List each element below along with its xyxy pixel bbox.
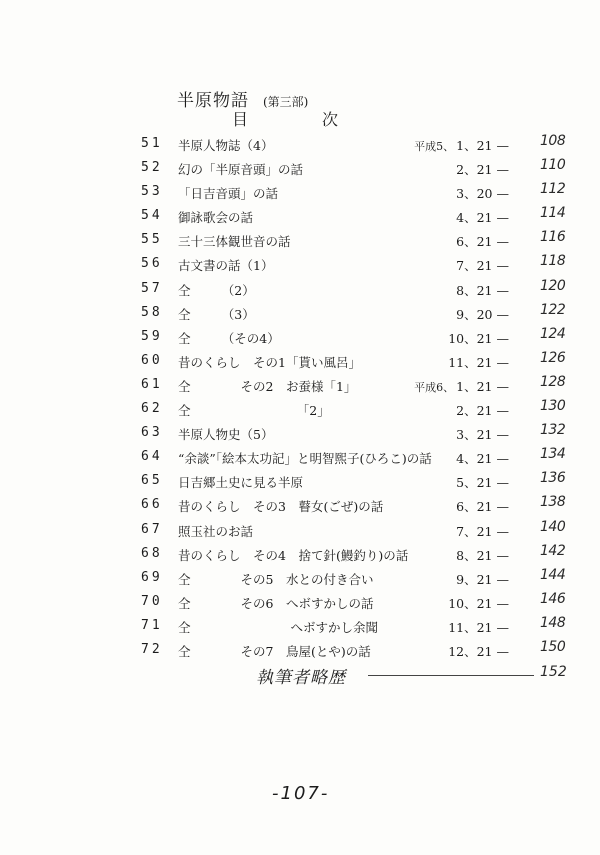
entry-title: 三十三体観世音の話 (178, 234, 291, 250)
entry-title: 仝 （2） (178, 282, 255, 298)
entry-title: 仝 「2」 (178, 403, 330, 419)
entry-era: 平成6、 (414, 380, 455, 394)
entry-date (454, 256, 509, 274)
entry-number: 71 (141, 617, 163, 633)
entry-number: 58 (141, 304, 163, 320)
toc-entry (0, 203, 600, 227)
entry-title: 仝 その7 鳥屋(とや)の話 (178, 643, 371, 659)
entry-date-text: 5、21 — (456, 475, 509, 491)
entry-number: 70 (141, 593, 163, 609)
toc-label-a: 目 (232, 110, 249, 129)
entry-title: 仝 その5 水との付き合い (178, 571, 374, 587)
toc-entry (0, 492, 600, 516)
entry-number: 61 (141, 376, 163, 392)
toc-entry (0, 637, 600, 661)
toc-label (232, 107, 338, 130)
book-title-text: 半原物語 (177, 91, 249, 111)
entry-date (454, 208, 509, 226)
book-part: (第三部) (263, 95, 309, 109)
entry-title: 日吉郷土史に見る半原 (178, 475, 304, 491)
entry-date (446, 353, 509, 371)
toc-entry (0, 227, 600, 251)
entry-date-text: 2、21 — (456, 403, 509, 419)
entry-page: 126 (540, 349, 566, 366)
entry-title: 御詠歌会の話 (178, 210, 254, 226)
entry-number: 52 (141, 160, 163, 176)
entry-number: 72 (141, 641, 163, 657)
entry-number: 60 (141, 352, 163, 368)
entry-date-text: 4、21 — (456, 451, 509, 467)
entry-title: 幻の「半原音頭」の話 (178, 162, 304, 178)
toc-entry (0, 179, 600, 203)
toc-entry (0, 541, 600, 565)
entry-date (454, 305, 509, 323)
entry-page: 136 (540, 470, 566, 487)
entry-page: 138 (540, 494, 566, 511)
entry-title: 照玉社のお話 (178, 523, 254, 539)
entry-date-text: 4、21 — (456, 210, 509, 226)
entry-date (454, 184, 509, 202)
entry-page: 124 (540, 325, 566, 342)
entry-page: 120 (540, 277, 566, 294)
entry-era: 平成5、 (414, 140, 455, 153)
toc-entry (0, 517, 600, 541)
entry-date-text: 2、21 — (456, 162, 509, 178)
entry-page: 130 (540, 398, 566, 415)
entry-date-text: 10、21 — (448, 595, 509, 611)
author-page: 152 (540, 664, 567, 680)
toc-entry (0, 300, 600, 324)
toc-label-b: 次 (322, 110, 339, 129)
entry-number: 51 (141, 136, 163, 151)
entry-date (454, 160, 509, 178)
entry-number: 66 (141, 497, 163, 513)
entry-page: 150 (540, 638, 566, 655)
entry-date (454, 570, 509, 588)
toc-entry (0, 348, 600, 372)
entry-number: 67 (141, 521, 163, 537)
entry-title: 仝 その2 お蚕様「1」 (178, 378, 357, 394)
entry-date (446, 329, 509, 347)
entry-number: 54 (141, 208, 163, 224)
entry-number: 63 (141, 425, 163, 441)
entry-page: 134 (540, 446, 566, 463)
entry-date-text: 6、21 — (456, 499, 509, 515)
entry-number: 57 (141, 280, 163, 296)
entry-page: 132 (540, 422, 566, 439)
entry-number: 68 (141, 545, 163, 561)
entry-title: 半原人物史（5） (178, 427, 274, 443)
entry-date (454, 497, 509, 515)
toc-entry (0, 276, 600, 300)
entry-date (454, 401, 509, 419)
entry-date-text: 8、21 — (456, 547, 509, 563)
entry-date (414, 377, 509, 395)
entry-date-text: 7、21 — (456, 258, 509, 274)
entry-page: 146 (540, 590, 566, 607)
entry-date (446, 594, 509, 612)
entry-title: 半原人物誌（4） (178, 138, 274, 153)
entry-page: 114 (540, 205, 566, 222)
leader-line (368, 675, 534, 676)
entry-title: 仝 へボすかし余聞 (178, 619, 379, 635)
entry-date (454, 473, 509, 491)
page-number: -107- (272, 783, 330, 804)
entry-number: 65 (141, 473, 163, 489)
toc-list (0, 131, 600, 661)
entry-date-text: 12、21 — (448, 643, 509, 659)
entry-date (454, 522, 509, 540)
entry-title: 昔のくらし その1「貰い風呂」 (178, 354, 361, 370)
entry-date-text: 6、21 — (456, 234, 509, 250)
entry-title: 昔のくらし その4 捨て針(鰻釣り)の話 (178, 547, 409, 563)
entry-date-text: 1、21 — (456, 378, 509, 394)
entry-date (414, 136, 509, 154)
entry-page: 110 (540, 157, 566, 174)
entry-number: 62 (141, 401, 163, 417)
entry-page: 122 (540, 301, 566, 318)
entry-date-text: 8、21 — (456, 282, 509, 298)
entry-page: 144 (540, 566, 566, 583)
entry-page: 118 (540, 253, 566, 270)
entry-title: 「日吉音頭」の話 (178, 186, 279, 202)
entry-page: 112 (540, 181, 566, 198)
entry-page: 116 (540, 229, 566, 246)
entry-page: 140 (540, 518, 566, 535)
entry-date-text: 7、21 — (456, 523, 509, 539)
entry-page: 148 (540, 614, 566, 631)
toc-entry (0, 251, 600, 275)
entry-date (454, 546, 509, 564)
entry-date (446, 642, 509, 660)
author-label: 執筆者略歴 (256, 668, 346, 688)
toc-entry (0, 372, 600, 396)
entry-title: 古文書の話（1） (178, 258, 274, 274)
entry-number: 55 (141, 232, 163, 248)
entry-title: 仝 （その4） (178, 330, 280, 346)
entry-title: 仝 その6 へボすかしの話 (178, 595, 374, 611)
toc-entry (0, 155, 600, 179)
entry-date (454, 232, 509, 250)
toc-entry (0, 613, 600, 637)
toc-entry (0, 468, 600, 492)
entry-date-text: 11、21 — (448, 354, 509, 370)
toc-entry (0, 131, 600, 155)
entry-number: 64 (141, 449, 163, 465)
entry-date (454, 425, 509, 443)
entry-number: 59 (141, 328, 163, 344)
toc-entry (0, 444, 600, 468)
entry-date-text: 9、21 — (456, 571, 509, 587)
entry-date-text: 3、20 — (456, 186, 509, 202)
entry-title: 昔のくらし その3 瞽女(ごぜ)の話 (178, 499, 384, 515)
toc-entry (0, 396, 600, 420)
entry-date-text: 10、21 — (448, 330, 509, 346)
entry-page: 108 (540, 133, 566, 149)
toc-entry (0, 324, 600, 348)
toc-entry (0, 589, 600, 613)
toc-entry (0, 420, 600, 444)
entry-title: “余談”「絵本太功記」と明智煕子(ひろこ)の話 (178, 451, 432, 467)
entry-page: 128 (540, 373, 566, 390)
entry-number: 56 (141, 256, 163, 272)
entry-date-text: 1、21 — (456, 138, 509, 153)
entry-date-text: 11、21 — (448, 619, 509, 635)
entry-date (454, 281, 509, 299)
entry-date (446, 618, 509, 636)
entry-date (454, 449, 509, 467)
entry-date-text: 3、21 — (456, 427, 509, 443)
entry-date-text: 9、20 — (456, 306, 509, 322)
entry-page: 142 (540, 542, 566, 559)
entry-number: 69 (141, 569, 163, 585)
entry-title: 仝 （3） (178, 306, 255, 322)
entry-number: 53 (141, 184, 163, 200)
toc-entry (0, 565, 600, 589)
